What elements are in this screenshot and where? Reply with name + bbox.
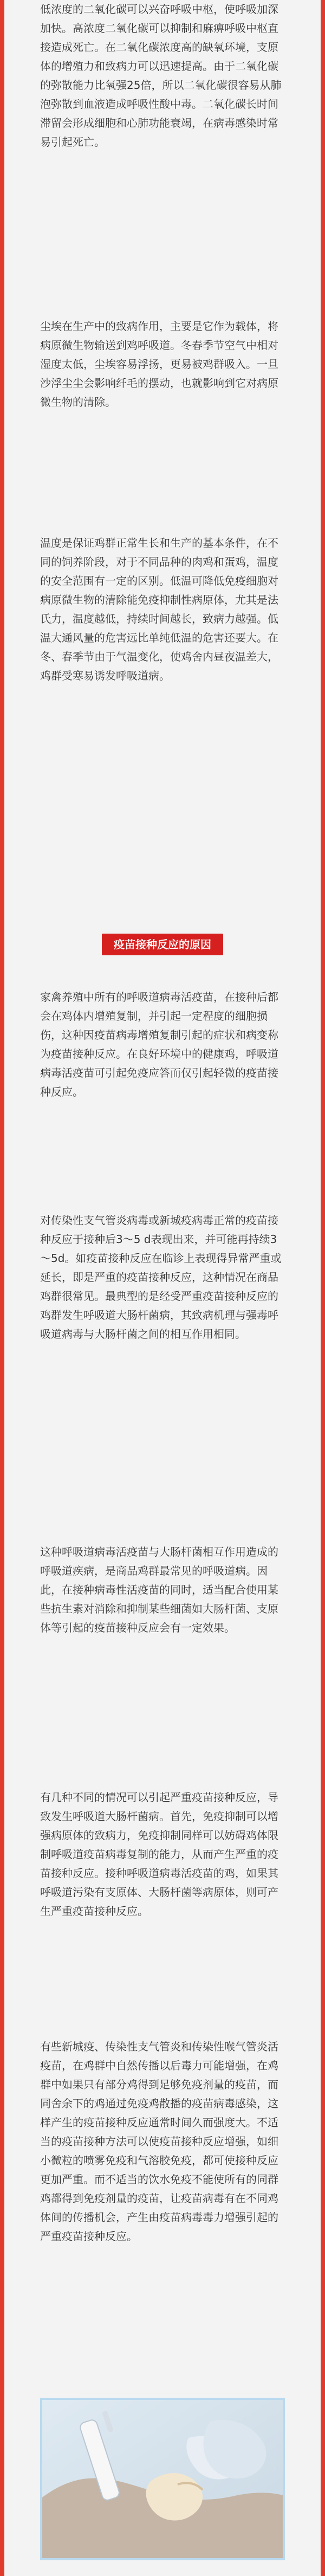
paragraph-severe-reaction: 有几种不同的情况可以引起严重疫苗接种反应，导致发生呼吸道大肠杆菌病。首先，免疫抑制可以增强病原体的致病力，免疫抑制同样可以妨碍鸡体限制呼吸道疫苗病毒复制的能力，从而产生严重的疫苗接种反应。接种呼吸道病毒活疫苗的鸡，如果其呼吸道污染有支原体、大肠杆菌等病原体，则可产生严重疫苗接种反应。 bbox=[40, 1791, 278, 1918]
section-heading bbox=[4, 934, 321, 955]
paragraph-5-block bbox=[40, 1211, 285, 1344]
section-badge: 疫苗接种反应的原因 bbox=[102, 934, 223, 955]
paragraph-1-block bbox=[40, 0, 285, 152]
left-red-border bbox=[0, 0, 4, 2576]
paragraph-co2: 低浓度的二氧化碳可以兴奋呼吸中枢，使呼吸加深加快。高浓度二氧化碳可以抑制和麻痹呼吸中枢直接造成死亡。在二氧化碳浓度高的缺氧环境，支原体的增殖力和致病力可以迅速提高。由于二氧化碳的弥散能力比氧强25倍，所以二氧化碳很容易从肺泡弥散到血液造成呼吸性酸中毒。二氧化碳长时间滞留会形成细胞和心肺功能衰竭，在病毒感染时常易引起死亡。 bbox=[40, 3, 282, 148]
article-content bbox=[4, 0, 321, 2576]
paragraph-dust: 尘埃在生产中的致病作用，主要是它作为载体，将病原微生物输送到鸡呼吸道。冬春季节空气中相对湿度太低，尘埃容易浮扬，更易被鸡群吸入。一旦沙浮尘尘会影响纤毛的摆动，也就影响到它对病原微生物的清除。 bbox=[40, 320, 278, 409]
paragraph-temperature: 温度是保证鸡群正常生长和生产的基本条件，在不同的饲养阶段，对于不同品种的肉鸡和蛋鸡，温度的安全范围有一定的区别。低温可降低免疫细胞对病原微生物的清除能免疫抑制性病原体，尤其是法氏力，温度越低，持续时间越长，致病力越强。低温大通风量的危害远比单纯低温的危害还要大。在冬、春季节由于气温变化，使鸡舍内昼夜温差大，鸡群受寒易诱发呼吸道病。 bbox=[40, 536, 278, 682]
paragraph-2-block bbox=[40, 317, 285, 412]
vaccination-photo bbox=[40, 2398, 285, 2560]
paragraph-4-block bbox=[40, 988, 285, 1102]
paragraph-ib-nd: 对传染性支气管炎病毒或新城疫病毒正常的疫苗接种反应于接种后3～5 d表现出来，并可能再持续3～5d。如疫苗接种反应在临诊上表现得异常严重或延长，即是严重的疫苗接种反应，这种情况在商品鸡群很常见。最典型的是经受严重疫苗接种反应的鸡群发生呼吸道大肠杆菌病，其致病机理与强毒呼吸道病毒与大肠杆菌之间的相互作用相同。 bbox=[40, 1214, 282, 1341]
paragraph-vaccine-reaction: 家禽养殖中所有的呼吸道病毒活疫苗，在接种后都会在鸡体内增殖复制，并引起一定程度的细胞损伤，这种因疫苗病毒增殖复制引起的症状和病变称为疫苗接种反应。在良好环境中的健康鸡，呼吸道病毒活疫苗可引起免疫应答而仅引起轻微的疫苗接种反应。 bbox=[40, 991, 278, 1098]
paragraph-7-block bbox=[40, 1788, 285, 1921]
right-red-border bbox=[321, 0, 325, 2576]
paragraph-3-block bbox=[40, 534, 285, 685]
paragraph-ecoli: 这种呼吸道病毒活疫苗与大肠杆菌相互作用造成的呼吸道疾病，是商品鸡群最常见的呼吸道病。因此，在接种病毒性活疫苗的同时，适当配合使用某些抗生素对消除和抑制某些细菌如大肠杆菌、支原体等引起的疫苗接种反应会有一定效果。 bbox=[40, 1545, 278, 1634]
paragraph-live-vaccine: 有些新城疫、传染性支气管炎和传染性喉气管炎活疫苗，在鸡群中自然传播以后毒力可能增强，在鸡群中如果只有部分鸡得到足够免疫剂量的疫苗，而同舍余下的鸡通过免疫鸡散播的疫苗病毒感染，这样产生的疫苗接种反应通常时间久而强度大。不适当的疫苗接种方法可以使疫苗接种反应增强，如细小微粒的喷雾免疫和气溶胶免疫，都可使接种反应更加严重。而不适当的饮水免疫不能使所有的同群鸡都得到免疫剂量的疫苗，让疫苗病毒有在不同鸡体间的传播机会，产生由疫苗病毒毒力增强引起的严重疫苗接种反应。 bbox=[40, 2040, 278, 2243]
paragraph-6-block bbox=[40, 1543, 285, 1637]
paragraph-8-block bbox=[40, 2037, 285, 2246]
vaccination-photo-icon bbox=[42, 2400, 283, 2558]
